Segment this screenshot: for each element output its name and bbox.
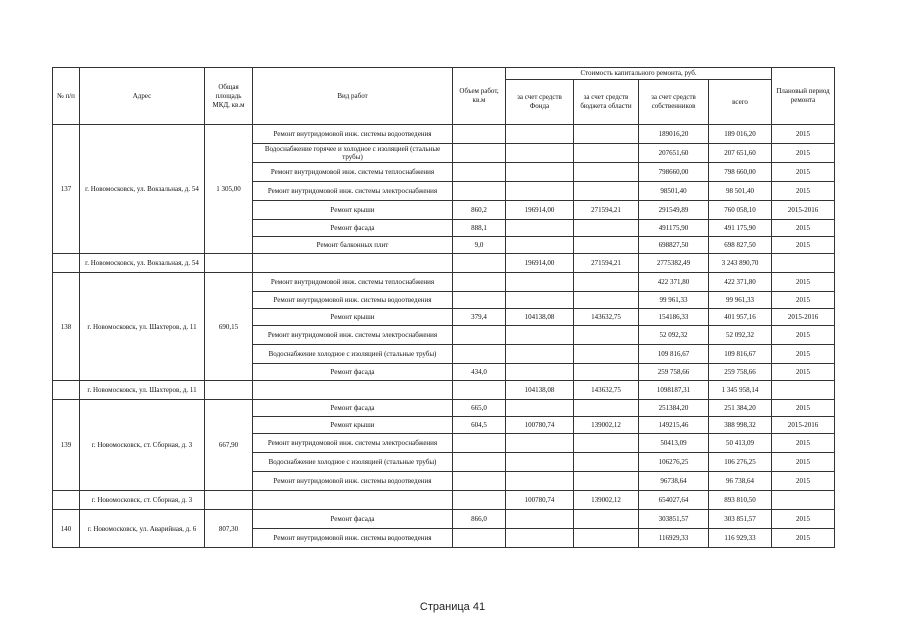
header-owners: за счет средств собственников [639, 80, 709, 125]
cost-owners: 251384,20 [639, 400, 709, 417]
total-area [205, 254, 253, 273]
cost-owners: 422 371,80 [639, 273, 709, 292]
cost-total: 207 651,60 [709, 144, 772, 163]
cost-fund [506, 434, 574, 453]
repair-period: 2015 [772, 326, 835, 345]
cost-fund [506, 326, 574, 345]
total-owners: 1098187,31 [639, 381, 709, 400]
cost-total: 491 175,90 [709, 220, 772, 237]
cost-owners: 491175,90 [639, 220, 709, 237]
cost-total: 303 851,57 [709, 510, 772, 529]
cost-total: 52 092,32 [709, 326, 772, 345]
cost-total: 99 961,33 [709, 292, 772, 309]
work-volume [453, 125, 506, 144]
cost-owners: 798660,00 [639, 163, 709, 182]
row-address: г. Новомосковск, ул. Аварийная, д. 6 [80, 510, 205, 548]
total-fund: 100780,74 [506, 491, 574, 510]
repair-period: 2015 [772, 125, 835, 144]
cost-owners: 106276,25 [639, 453, 709, 472]
work-type: Ремонт внутридомовой инж. системы электроснабжения [253, 326, 453, 345]
cost-region [574, 292, 639, 309]
cost-total: 109 816,67 [709, 345, 772, 364]
cost-fund: 100780,74 [506, 417, 574, 434]
repair-period: 2015 [772, 529, 835, 548]
work-volume [453, 345, 506, 364]
cost-owners: 116929,33 [639, 529, 709, 548]
header-total: всего [709, 80, 772, 125]
cost-fund [506, 345, 574, 364]
work-type: Ремонт крыши [253, 309, 453, 326]
row-number: 138 [53, 273, 80, 381]
cost-region [574, 144, 639, 163]
cost-owners: 291549,89 [639, 201, 709, 220]
total-volume [453, 491, 506, 510]
header-volume: Объем работ, кв.м [453, 68, 506, 125]
total-area [205, 381, 253, 400]
total-area [205, 491, 253, 510]
repair-period: 2015 [772, 472, 835, 491]
repair-period: 2015-2016 [772, 201, 835, 220]
cost-total: 106 276,25 [709, 453, 772, 472]
repair-period: 2015-2016 [772, 417, 835, 434]
repair-period: 2015 [772, 400, 835, 417]
cost-owners: 52 092,32 [639, 326, 709, 345]
total-fund: 196914,00 [506, 254, 574, 273]
header-fund: за счет средств Фонда [506, 80, 574, 125]
cost-owners: 50413,09 [639, 434, 709, 453]
work-type: Водоснабжение холодное с изоляцией (стальные трубы) [253, 345, 453, 364]
work-type: Ремонт внутридомовой инж. системы водоотведения [253, 472, 453, 491]
work-type: Ремонт фасада [253, 364, 453, 381]
cost-fund [506, 400, 574, 417]
cost-fund [506, 529, 574, 548]
work-type: Ремонт внутридомовой инж. системы электроснабжения [253, 434, 453, 453]
total-sum: 3 243 890,70 [709, 254, 772, 273]
total-region: 139002,12 [574, 491, 639, 510]
cost-total: 98 501,40 [709, 182, 772, 201]
row-area: 807,30 [205, 510, 253, 548]
cost-fund [506, 125, 574, 144]
cost-region [574, 434, 639, 453]
cost-region: 271594,21 [574, 201, 639, 220]
work-volume: 434,0 [453, 364, 506, 381]
cost-region [574, 273, 639, 292]
header-cost-group: Стоимость капитального ремонта, руб. [506, 68, 772, 80]
table-row [53, 273, 835, 292]
cost-fund [506, 237, 574, 254]
work-volume [453, 292, 506, 309]
cost-owners: 154186,33 [639, 309, 709, 326]
cost-region [574, 345, 639, 364]
work-type: Ремонт крыши [253, 201, 453, 220]
repair-period: 2015 [772, 237, 835, 254]
header-address: Адрес [80, 68, 205, 125]
cost-region: 139002,12 [574, 417, 639, 434]
cost-region [574, 529, 639, 548]
cost-fund [506, 292, 574, 309]
work-volume [453, 182, 506, 201]
page-number: Страница 41 [419, 601, 486, 613]
cost-region [574, 125, 639, 144]
total-region: 271594,21 [574, 254, 639, 273]
total-work [253, 254, 453, 273]
total-address: г. Новомосковск, ст. Сборная, д. 3 [80, 491, 205, 510]
repair-period: 2015 [772, 364, 835, 381]
cost-total: 698 827,50 [709, 237, 772, 254]
total-work [253, 491, 453, 510]
work-type: Водоснабжение горячее и холодное с изоляцией (стальные трубы) [253, 144, 453, 163]
cost-owners: 149215,46 [639, 417, 709, 434]
work-volume: 888,1 [453, 220, 506, 237]
cost-owners: 207651,60 [639, 144, 709, 163]
repair-period: 2015 [772, 453, 835, 472]
work-type: Ремонт внутридомовой инж. системы водоотведения [253, 529, 453, 548]
header-period: Плановый период ремонта [772, 68, 835, 125]
cost-fund [506, 364, 574, 381]
total-num [53, 491, 80, 510]
cost-fund [506, 273, 574, 292]
total-sum: 893 810,50 [709, 491, 772, 510]
cost-region [574, 364, 639, 381]
cost-fund: 196914,00 [506, 201, 574, 220]
work-volume: 604,5 [453, 417, 506, 434]
total-sum: 1 345 958,14 [709, 381, 772, 400]
work-type: Ремонт внутридомовой инж. системы теплоснабжения [253, 163, 453, 182]
work-volume: 9,0 [453, 237, 506, 254]
row-area: 1 305,00 [205, 125, 253, 254]
cost-fund: 104138,08 [506, 309, 574, 326]
cost-region [574, 326, 639, 345]
header-region: за счет средств бюджета области [574, 80, 639, 125]
work-volume: 866,0 [453, 510, 506, 529]
repair-period: 2015 [772, 220, 835, 237]
total-volume [453, 381, 506, 400]
work-volume [453, 273, 506, 292]
work-volume: 379,4 [453, 309, 506, 326]
total-owners: 654027,64 [639, 491, 709, 510]
cost-fund [506, 472, 574, 491]
work-type: Ремонт внутридомовой инж. системы теплоснабжения [253, 273, 453, 292]
cost-total: 96 738,64 [709, 472, 772, 491]
work-volume [453, 453, 506, 472]
repair-period: 2015 [772, 434, 835, 453]
total-fund: 104138,08 [506, 381, 574, 400]
cost-fund [506, 220, 574, 237]
cost-total: 50 413,09 [709, 434, 772, 453]
work-volume [453, 326, 506, 345]
total-address: г. Новомосковск, ул. Шахтеров, д. 11 [80, 381, 205, 400]
cost-region [574, 453, 639, 472]
cost-region [574, 510, 639, 529]
total-address: г. Новомосковск, ул. Вокзальная, д. 54 [80, 254, 205, 273]
total-row [53, 491, 835, 510]
row-area: 690,15 [205, 273, 253, 381]
total-row [53, 254, 835, 273]
cost-owners: 96738,64 [639, 472, 709, 491]
work-volume: 860,2 [453, 201, 506, 220]
cost-owners: 303851,57 [639, 510, 709, 529]
cost-owners: 189016,20 [639, 125, 709, 144]
cost-total: 401 957,16 [709, 309, 772, 326]
work-type: Ремонт фасада [253, 220, 453, 237]
cost-owners: 259 758,66 [639, 364, 709, 381]
cost-fund [506, 510, 574, 529]
cost-owners: 99 961,33 [639, 292, 709, 309]
work-type: Ремонт фасада [253, 400, 453, 417]
table-row [53, 125, 835, 144]
cost-region [574, 237, 639, 254]
work-volume [453, 529, 506, 548]
repair-period: 2015-2016 [772, 309, 835, 326]
cost-total: 189 016,20 [709, 125, 772, 144]
work-volume [453, 163, 506, 182]
table-body [53, 125, 835, 548]
total-work [253, 381, 453, 400]
cost-region: 143632,75 [574, 309, 639, 326]
work-type: Ремонт внутридомовой инж. системы электроснабжения [253, 182, 453, 201]
total-period [772, 254, 835, 273]
cost-fund [506, 182, 574, 201]
cost-total: 116 929,33 [709, 529, 772, 548]
cost-region [574, 400, 639, 417]
cost-fund [506, 163, 574, 182]
total-num [53, 254, 80, 273]
total-region: 143632,75 [574, 381, 639, 400]
table-row [53, 400, 835, 417]
cost-total: 259 758,66 [709, 364, 772, 381]
row-area: 667,90 [205, 400, 253, 491]
row-address: г. Новомосковск, ул. Вокзальная, д. 54 [80, 125, 205, 254]
header-area: Общая площадь МКД, кв.м [205, 68, 253, 125]
cost-owners: 109 816,67 [639, 345, 709, 364]
table-row [53, 510, 835, 529]
row-number: 140 [53, 510, 80, 548]
cost-region [574, 182, 639, 201]
header-num: № п/п [53, 68, 80, 125]
cost-fund [506, 144, 574, 163]
cost-region [574, 472, 639, 491]
row-number: 137 [53, 125, 80, 254]
repair-period: 2015 [772, 510, 835, 529]
total-period [772, 381, 835, 400]
work-volume [453, 434, 506, 453]
header-work: Вид работ [253, 68, 453, 125]
row-address: г. Новомосковск, ул. Шахтеров, д. 11 [80, 273, 205, 381]
repair-period: 2015 [772, 182, 835, 201]
repair-table [52, 67, 835, 548]
work-type: Ремонт фасада [253, 510, 453, 529]
repair-period: 2015 [772, 345, 835, 364]
work-type: Ремонт крыши [253, 417, 453, 434]
work-type: Ремонт балконных плит [253, 237, 453, 254]
work-volume [453, 144, 506, 163]
total-owners: 2775382,49 [639, 254, 709, 273]
cost-region [574, 163, 639, 182]
total-num [53, 381, 80, 400]
repair-period: 2015 [772, 163, 835, 182]
total-period [772, 491, 835, 510]
cost-total: 760 058,10 [709, 201, 772, 220]
row-number: 139 [53, 400, 80, 491]
cost-total: 422 371,80 [709, 273, 772, 292]
cost-fund [506, 453, 574, 472]
total-volume [453, 254, 506, 273]
cost-owners: 98501,40 [639, 182, 709, 201]
repair-period: 2015 [772, 144, 835, 163]
work-type: Водоснабжение холодное с изоляцией (стальные трубы) [253, 453, 453, 472]
cost-region [574, 220, 639, 237]
work-type: Ремонт внутридомовой инж. системы водоотведения [253, 292, 453, 309]
cost-total: 251 384,20 [709, 400, 772, 417]
cost-total: 798 660,00 [709, 163, 772, 182]
work-type: Ремонт внутридомовой инж. системы водоотведения [253, 125, 453, 144]
row-address: г. Новомосковск, ст. Сборная, д. 3 [80, 400, 205, 491]
repair-period: 2015 [772, 292, 835, 309]
total-row [53, 381, 835, 400]
work-volume: 665,0 [453, 400, 506, 417]
cost-total: 388 998,32 [709, 417, 772, 434]
work-volume [453, 472, 506, 491]
repair-period: 2015 [772, 273, 835, 292]
cost-owners: 698827,50 [639, 237, 709, 254]
